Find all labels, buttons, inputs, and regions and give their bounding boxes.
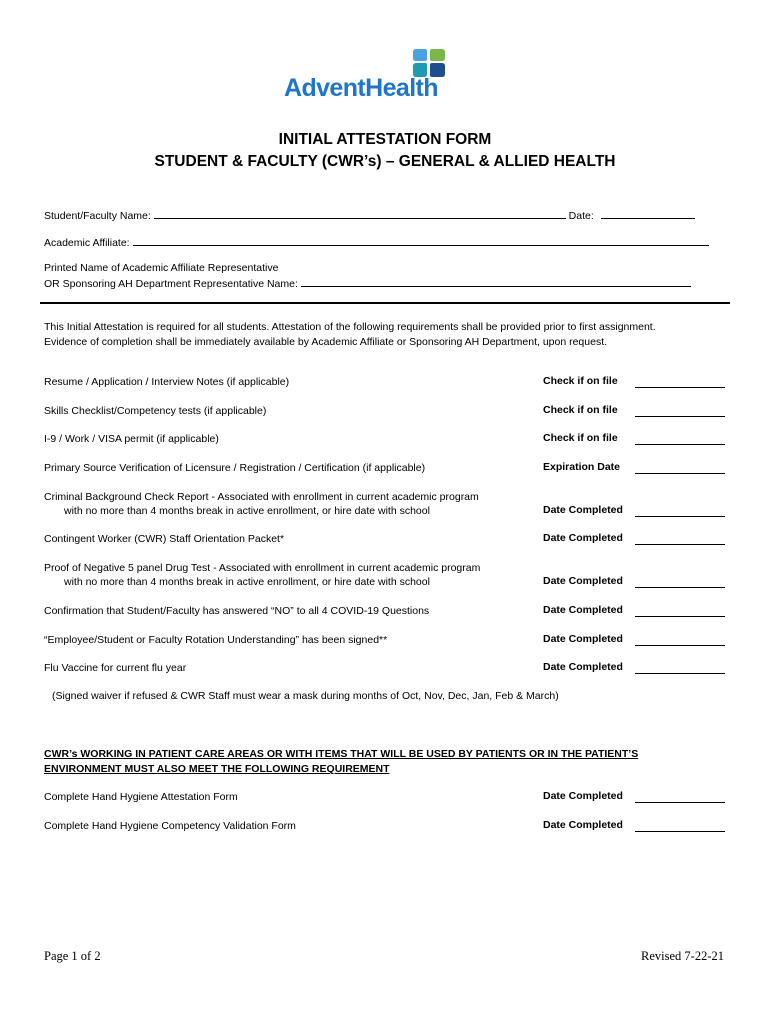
requirement-text-line2: with no more than 4 months break in active enrollment, or hire date with school bbox=[64, 505, 430, 517]
requirement-text: Confirmation that Student/Faculty has answered “NO” to all 4 COVID-19 Questions bbox=[44, 605, 430, 617]
patient-care-heading bbox=[44, 747, 734, 777]
requirement-text: Contingent Worker (CWR) Staff Orientation Packet* bbox=[44, 533, 285, 545]
section-divider bbox=[40, 302, 730, 304]
student-name-row bbox=[44, 208, 695, 222]
intro-text bbox=[44, 320, 734, 350]
flu-waiver-note: (Signed waiver if refused & CWR Staff must wear a mask during months of Oct, Nov, Dec, Jan, Feb & March) bbox=[52, 690, 559, 702]
requirement-text-line2: with no more than 4 months break in active enrollment, or hire date with school bbox=[64, 576, 430, 588]
date-label: Date: bbox=[568, 210, 594, 222]
requirement-entry-line[interactable] bbox=[635, 644, 725, 646]
requirement-status: Date Completed bbox=[543, 575, 623, 587]
requirement-text: Complete Hand Hygiene Attestation Form bbox=[44, 791, 238, 803]
patient-care-heading-line1: CWR’s WORKING IN PATIENT CARE AREAS OR WITH ITEMS THAT WILL BE USED BY PATIENTS OR IN THE PATIENT’S bbox=[44, 748, 639, 760]
rep-name-field[interactable] bbox=[301, 276, 691, 287]
date-field[interactable] bbox=[601, 208, 695, 219]
requirement-text: Flu Vaccine for current flu year bbox=[44, 662, 187, 674]
requirement-entry-line[interactable] bbox=[635, 615, 725, 617]
requirement-text: Skills Checklist/Competency tests (if applicable) bbox=[44, 405, 267, 417]
requirement-status: Date Completed bbox=[543, 661, 623, 673]
requirement-status: Date Completed bbox=[543, 790, 623, 802]
requirement-entry-line[interactable] bbox=[635, 543, 725, 545]
academic-affiliate-field[interactable] bbox=[133, 235, 709, 246]
requirement-status: Date Completed bbox=[543, 532, 623, 544]
requirement-entry-line[interactable] bbox=[635, 415, 725, 417]
intro-line2: Evidence of completion shall be immediately available by Academic Affiliate or Sponsoring AH Department, upon request. bbox=[44, 336, 608, 348]
requirement-entry-line[interactable] bbox=[635, 586, 725, 588]
requirement-text: Complete Hand Hygiene Competency Validation Form bbox=[44, 820, 296, 832]
rep-label-line2: OR Sponsoring AH Department Representative Name: bbox=[44, 278, 298, 290]
requirement-status: Expiration Date bbox=[543, 461, 621, 473]
requirement-status: Check if on file bbox=[543, 404, 618, 416]
rep-row bbox=[44, 276, 691, 290]
intro-line1: This Initial Attestation is required for all students. Attestation of the following requirements shall be provided prior to first assignment. bbox=[44, 321, 656, 333]
advent-health-logo bbox=[284, 48, 484, 106]
requirement-entry-line[interactable] bbox=[635, 672, 725, 674]
requirement-text-continued bbox=[44, 504, 430, 518]
requirement-entry-line[interactable] bbox=[635, 830, 725, 832]
requirement-status: Date Completed bbox=[543, 819, 623, 831]
requirement-text: Resume / Application / Interview Notes (if applicable) bbox=[44, 376, 290, 388]
requirement-status: Date Completed bbox=[543, 504, 623, 516]
page-number: Page 1 of 2 bbox=[44, 949, 101, 963]
student-name-label: Student/Faculty Name: bbox=[44, 210, 151, 222]
requirement-status: Date Completed bbox=[543, 604, 623, 616]
requirement-status: Check if on file bbox=[543, 375, 618, 387]
requirement-entry-line[interactable] bbox=[635, 472, 725, 474]
academic-affiliate-label: Academic Affiliate: bbox=[44, 237, 130, 249]
form-title: INITIAL ATTESTATION FORM bbox=[278, 131, 492, 148]
requirement-entry-line[interactable] bbox=[635, 443, 725, 445]
requirement-text: I-9 / Work / VISA permit (if applicable) bbox=[44, 433, 219, 445]
revision-date: Revised 7-22-21 bbox=[641, 949, 724, 963]
requirement-text: Criminal Background Check Report - Associated with enrollment in current academic program bbox=[44, 491, 479, 503]
requirement-text: Primary Source Verification of Licensure / Registration / Certification (if applicable) bbox=[44, 462, 426, 474]
student-name-field[interactable] bbox=[154, 208, 566, 219]
requirement-text: Proof of Negative 5 panel Drug Test - Associated with enrollment in current academic program bbox=[44, 562, 481, 574]
logo-wordmark: AdventHealth bbox=[284, 74, 438, 102]
patient-care-heading-line2: ENVIRONMENT MUST ALSO MEET THE FOLLOWING REQUIREMENT bbox=[44, 763, 390, 775]
academic-affiliate-row bbox=[44, 235, 709, 249]
requirement-entry-line[interactable] bbox=[635, 386, 725, 388]
requirement-text: “Employee/Student or Faculty Rotation Understanding” has been signed** bbox=[44, 634, 388, 646]
form-subtitle: STUDENT & FACULTY (CWR’s) – GENERAL & ALLIED HEALTH bbox=[154, 153, 616, 170]
requirement-status: Date Completed bbox=[543, 633, 623, 645]
requirement-status: Check if on file bbox=[543, 432, 618, 444]
rep-label-line1: Printed Name of Academic Affiliate Representative bbox=[44, 262, 279, 274]
requirement-entry-line[interactable] bbox=[635, 801, 725, 803]
requirement-entry-line[interactable] bbox=[635, 515, 725, 517]
requirement-text-continued bbox=[44, 575, 430, 589]
